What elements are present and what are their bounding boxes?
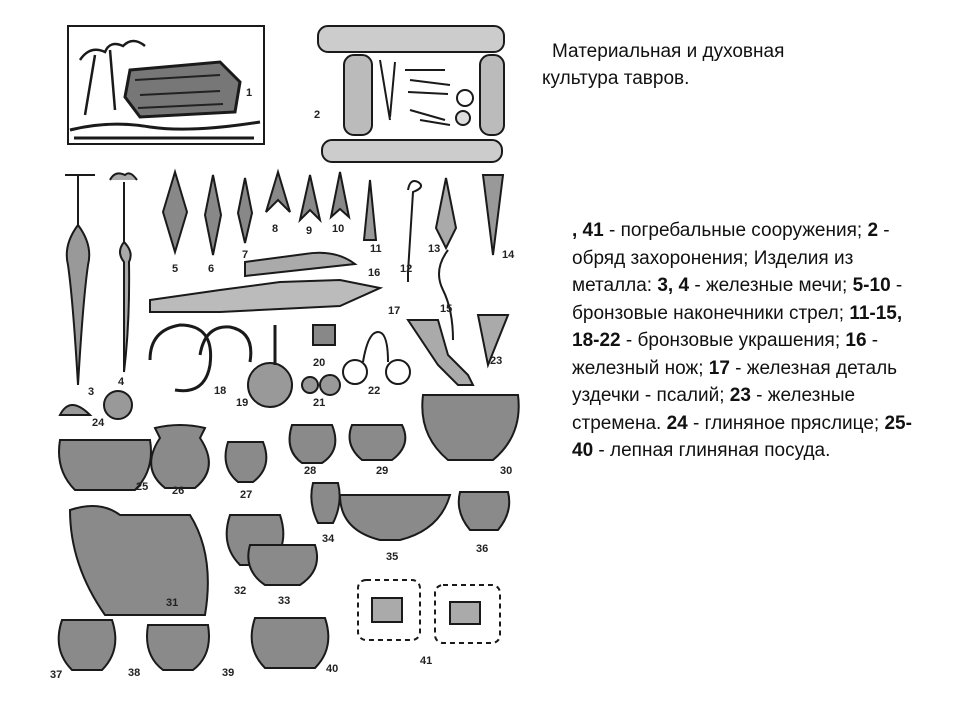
- fig-num-13: 13: [428, 243, 441, 255]
- caption-bold: 24: [666, 412, 688, 434]
- fig-num-28: 28: [304, 465, 317, 477]
- fig-num-30: 30: [500, 465, 513, 477]
- fig-num-9: 9: [306, 225, 313, 237]
- caption-bold: 16: [845, 330, 867, 351]
- caption-bold: 11-15, 18-22: [572, 302, 903, 351]
- fig-num-40: 40: [326, 663, 339, 675]
- fig-num-4: 4: [118, 376, 125, 388]
- fig-num-26: 26: [172, 485, 185, 497]
- fig-num-41: 41: [420, 655, 433, 667]
- fig-num-39: 39: [222, 667, 235, 679]
- page-title: [542, 38, 872, 92]
- fig-num-2: 2: [314, 109, 321, 121]
- fig-num-18: 18: [214, 385, 227, 397]
- arrowheads-drawing: [163, 172, 349, 255]
- fig-num-32: 32: [234, 585, 247, 597]
- fig-num-12: 12: [400, 263, 413, 275]
- caption-text: - бронзовые украшения;: [620, 330, 846, 351]
- caption-text: - обряд захоронения; Изделия из металла:: [572, 220, 890, 296]
- burial-drawing: [318, 26, 504, 162]
- psalium-17-drawing: [150, 280, 380, 312]
- fig-num-21: 21: [313, 397, 326, 409]
- fig-num-8: 8: [272, 223, 279, 235]
- caption-bold: 2: [867, 220, 879, 241]
- fig-num-19: 19: [236, 397, 249, 409]
- caption-bold: 3, 4: [657, 275, 690, 296]
- fig-num-29: 29: [376, 465, 389, 477]
- fig-num-3: 3: [88, 386, 95, 398]
- fig-num-23: 23: [490, 355, 503, 367]
- caption-text: - лепная глиняная посуда.: [593, 440, 831, 461]
- dolmen-drawing: [68, 26, 264, 144]
- fig-num-16: 16: [368, 267, 381, 279]
- caption-text: - железная деталь уздечки - псалий;: [572, 357, 898, 406]
- figure-caption: [572, 217, 917, 465]
- title-line-1: Материальная и духовная: [552, 41, 785, 62]
- fig-num-17: 17: [388, 305, 401, 317]
- stone-circles-41-drawing: [358, 580, 500, 643]
- fig-num-5: 5: [172, 263, 179, 275]
- fig-num-34: 34: [322, 533, 335, 545]
- ornaments-lower-drawing: [150, 315, 508, 407]
- fig-num-7: 7: [242, 249, 249, 261]
- fig-num-14: 14: [502, 249, 515, 261]
- fig-num-10: 10: [332, 223, 345, 235]
- fig-num-25: 25: [136, 481, 149, 493]
- fig-num-1: 1: [246, 87, 253, 99]
- fig-num-38: 38: [128, 667, 141, 679]
- fig-num-15: 15: [440, 303, 453, 315]
- caption-bold: 5-10: [852, 275, 891, 296]
- caption-bold: , 41: [572, 220, 604, 241]
- sword-3-drawing: [65, 175, 95, 385]
- fig-num-35: 35: [386, 551, 399, 563]
- caption-text: - погребальные сооружения;: [603, 220, 868, 241]
- caption-text: - бронзовые наконечники стрел;: [572, 275, 903, 324]
- caption-text: - железные мечи;: [689, 275, 853, 296]
- title-line-2: культура тавров.: [542, 68, 690, 89]
- caption-text: - железный нож;: [572, 330, 879, 379]
- fig-num-31: 31: [166, 597, 179, 609]
- fig-num-22: 22: [368, 385, 381, 397]
- caption-bold: 17: [708, 357, 730, 379]
- fig-num-20: 20: [313, 357, 326, 369]
- fig-num-37: 37: [50, 669, 63, 681]
- fig-num-24: 24: [92, 417, 105, 429]
- sword-4-drawing: [110, 173, 137, 372]
- spindle-whorl-24-drawing: [104, 391, 132, 419]
- caption-text: - глиняное пряслице;: [687, 412, 885, 434]
- caption-text: - железные стремена.: [572, 385, 856, 434]
- caption-bold: 25-40: [572, 412, 912, 461]
- fig-num-11: 11: [370, 243, 382, 255]
- fig-num-6: 6: [208, 263, 215, 275]
- fig-num-33: 33: [278, 595, 291, 607]
- knife-16-drawing: [245, 253, 355, 276]
- fig-num-36: 36: [476, 543, 489, 555]
- pottery-drawing: [59, 395, 519, 670]
- caption-bold: 23: [729, 385, 751, 406]
- fig-num-27: 27: [240, 489, 253, 501]
